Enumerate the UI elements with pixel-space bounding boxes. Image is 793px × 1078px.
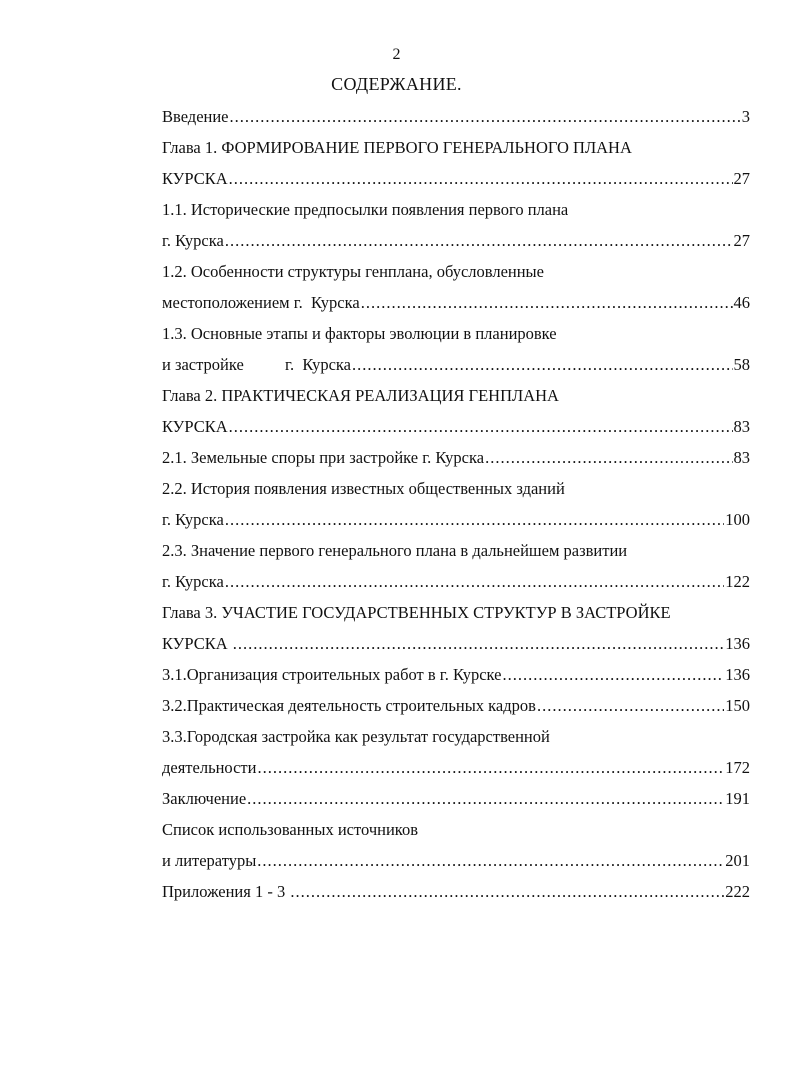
toc-entry-page: 136	[725, 634, 750, 653]
toc-entry-label: 1.3. Основные этапы и факторы эволюции в планировке	[162, 324, 557, 343]
toc-entry-page: 122	[725, 572, 750, 591]
toc-entry-label: Глава 1. ФОРМИРОВАНИЕ ПЕРВОГО ГЕНЕРАЛЬНОГО ПЛАНА	[162, 138, 632, 157]
toc-entry-page: 150	[725, 696, 750, 715]
dot-leader	[485, 447, 732, 469]
toc-entry-heading-line	[162, 137, 750, 159]
toc-entry-label: г. Курска	[162, 231, 224, 250]
toc-entry-label: Глава 3. УЧАСТИЕ ГОСУДАРСТВЕННЫХ СТРУКТУР В ЗАСТРОЙКЕ	[162, 603, 671, 622]
toc-entry-page: 27	[733, 231, 750, 250]
dot-leader	[229, 416, 733, 438]
toc-entry	[162, 168, 750, 190]
toc-entry	[162, 509, 750, 531]
toc-entry	[162, 664, 750, 686]
toc-entry-label: Приложения 1 - 3	[162, 882, 290, 901]
toc-entry-label: 2.1. Земельные споры при застройке г. Курска	[162, 448, 485, 467]
toc-entry-heading-line	[162, 385, 750, 407]
toc-entry-label: и застройке г. Курска	[162, 355, 352, 374]
toc-entry-page: 100	[725, 510, 750, 529]
toc-entry	[162, 695, 750, 717]
toc-entry	[162, 292, 750, 314]
toc-entry-label: 2.3. Значение первого генерального плана в дальнейшем развитии	[162, 541, 628, 560]
dot-leader	[361, 292, 733, 314]
toc-entry-label: 1.1. Исторические предпосылки появления первого плана	[162, 200, 569, 219]
toc-entry	[162, 850, 750, 872]
toc-entry-label: 3.1.Организация строительных работ в г. Курске	[162, 665, 502, 684]
toc-entry-page: 46	[733, 293, 750, 312]
toc-entry-label: КУРСКА	[162, 169, 228, 188]
toc-entry-label: КУРСКА	[162, 417, 228, 436]
toc-entry-heading-line	[162, 540, 750, 562]
dot-leader	[233, 633, 724, 655]
toc-entry-label: 3.2.Практическая деятельность строительных кадров	[162, 696, 536, 715]
toc-entry-page: 191	[725, 789, 750, 808]
toc-entry-heading-line	[162, 478, 750, 500]
toc-entry-page: 172	[725, 758, 750, 777]
toc-entry-heading-line	[162, 602, 750, 624]
toc-entry	[162, 571, 750, 593]
page-title: СОДЕРЖАНИЕ.	[331, 74, 462, 94]
toc-entry-page: 27	[733, 169, 750, 188]
toc-entry-page: 58	[733, 355, 750, 374]
dot-leader	[502, 664, 724, 686]
toc-entry-label: местоположением г. Курска	[162, 293, 360, 312]
toc-entry	[162, 788, 750, 810]
dot-leader	[247, 788, 724, 810]
toc-entry-label: КУРСКА	[162, 634, 232, 653]
toc-entry-label: г. Курска	[162, 572, 224, 591]
toc-entry-label: 3.3.Городская застройка как результат государственной	[162, 727, 550, 746]
toc-entry-label: 2.2. История появления известных общественных зданий	[162, 479, 565, 498]
dot-leader	[225, 230, 733, 252]
toc-entry-heading-line	[162, 323, 750, 345]
toc-entry-label: Введение	[162, 107, 229, 126]
toc-entry-label: Заключение	[162, 789, 247, 808]
toc-entry	[162, 881, 750, 903]
toc-entry-page: 222	[725, 882, 750, 901]
toc-entry-label: г. Курска	[162, 510, 224, 529]
toc-entry-page: 201	[725, 851, 750, 870]
toc-entry-heading-line	[162, 261, 750, 283]
dot-leader	[352, 354, 732, 376]
toc-entry-page: 83	[733, 448, 750, 467]
dot-leader	[225, 571, 724, 593]
page-number: 2	[392, 46, 401, 63]
dot-leader	[229, 168, 733, 190]
toc-entry	[162, 447, 750, 469]
toc-entry-page: 136	[725, 665, 750, 684]
dot-leader	[230, 106, 741, 128]
dot-leader	[257, 850, 724, 872]
toc-entry	[162, 354, 750, 376]
toc-entry-heading-line	[162, 819, 750, 841]
toc-entry-heading-line	[162, 726, 750, 748]
toc-entry	[162, 416, 750, 438]
dot-leader	[537, 695, 724, 717]
toc-entry-label: и литературы	[162, 851, 257, 870]
toc-entry	[162, 106, 750, 128]
dot-leader	[290, 881, 724, 903]
dot-leader	[225, 509, 724, 531]
toc-entry-label: 1.2. Особенности структуры генплана, обусловленные	[162, 262, 544, 281]
toc-entry-label: деятельности	[162, 758, 257, 777]
toc-entry-heading-line	[162, 199, 750, 221]
toc-entry-label: Глава 2. ПРАКТИЧЕСКАЯ РЕАЛИЗАЦИЯ ГЕНПЛАНА	[162, 386, 559, 405]
toc-entry-page: 83	[733, 417, 750, 436]
toc-entry	[162, 230, 750, 252]
toc-entry	[162, 757, 750, 779]
toc-entry-label: Список использованных источников	[162, 820, 418, 839]
dot-leader	[257, 757, 724, 779]
toc-entry-page: 3	[741, 107, 750, 126]
toc-entry	[162, 633, 750, 655]
